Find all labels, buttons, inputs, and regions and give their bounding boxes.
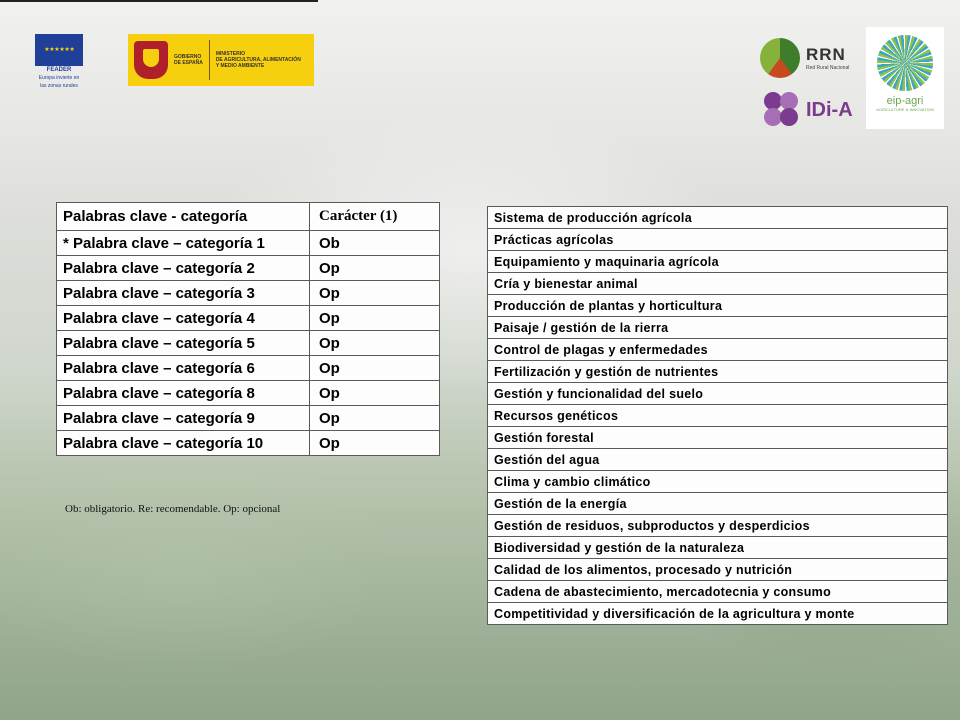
rrn-name: RRN (806, 45, 846, 64)
header-caracter: Carácter (1) (310, 203, 440, 231)
table-row (57, 231, 440, 256)
table-row (57, 381, 440, 406)
table-row (488, 207, 948, 229)
category-cell: Competitividad y diversificación de la agricultura y monte (488, 603, 948, 625)
categories-list-table (487, 206, 948, 625)
category-cell: Control de plagas y enfermedades (488, 339, 948, 361)
table-row (488, 317, 948, 339)
keyword-category-cell: Palabra clave – categoría 9 (57, 406, 310, 431)
eu-feader-logo (33, 34, 85, 89)
table-row (57, 356, 440, 381)
idia-name: IDi-A (806, 98, 853, 121)
caracter-cell: Op (310, 281, 440, 306)
ministry-line1: MINISTERIO (215, 51, 245, 57)
caracter-cell: Op (310, 431, 440, 456)
ministry-line3: Y MEDIO AMBIENTE (215, 63, 265, 69)
caracter-cell: Op (310, 306, 440, 331)
category-cell: Paisaje / gestión de la rierra (488, 317, 948, 339)
table-row (488, 361, 948, 383)
gobierno-line2: DE ESPAÑA (174, 60, 203, 66)
caracter-cell: Op (310, 331, 440, 356)
keyword-category-cell: Palabra clave – categoría 2 (57, 256, 310, 281)
table-row (57, 281, 440, 306)
category-cell: Clima y cambio climático (488, 471, 948, 493)
table-row (57, 306, 440, 331)
table-row (488, 295, 948, 317)
table-row (488, 515, 948, 537)
coat-of-arms-icon (134, 41, 168, 79)
rrn-emblem-icon (760, 38, 800, 78)
category-cell: Cría y bienestar animal (488, 273, 948, 295)
category-cell: Gestión del agua (488, 449, 948, 471)
eu-tagline-2: las zonas rurales (40, 83, 78, 89)
category-cell: Calidad de los alimentos, procesado y nutrición (488, 559, 948, 581)
eip-agri-logo (866, 27, 944, 129)
table-row (57, 331, 440, 356)
logo-divider (209, 40, 210, 80)
table-row (488, 273, 948, 295)
caracter-cell: Ob (310, 231, 440, 256)
category-cell: Gestión de la energía (488, 493, 948, 515)
table-header-row (57, 203, 440, 231)
category-cell: Fertilización y gestión de nutrientes (488, 361, 948, 383)
table-row (488, 581, 948, 603)
keyword-category-cell: Palabra clave – categoría 4 (57, 306, 310, 331)
table-row (488, 449, 948, 471)
idia-logo (762, 90, 862, 130)
table-row (57, 406, 440, 431)
table-row (488, 537, 948, 559)
category-cell: Gestión de residuos, subproductos y desperdicios (488, 515, 948, 537)
caracter-cell: Op (310, 406, 440, 431)
keyword-category-cell: * Palabra clave – categoría 1 (57, 231, 310, 256)
category-cell: Equipamiento y maquinaria agrícola (488, 251, 948, 273)
eip-subtitle: AGRICULTURE & INNOVATION (876, 107, 934, 112)
idia-clover-icon (762, 90, 802, 130)
table-row (488, 427, 948, 449)
category-cell: Gestión forestal (488, 427, 948, 449)
rrn-logo (760, 36, 864, 80)
eip-burst-icon (877, 35, 933, 91)
table-row (488, 559, 948, 581)
category-cell: Biodiversidad y gestión de la naturaleza (488, 537, 948, 559)
keyword-category-cell: Palabra clave – categoría 10 (57, 431, 310, 456)
eu-tagline-1: Europa invierte en (38, 75, 80, 81)
table-row (488, 493, 948, 515)
eip-name: eip-agri (886, 95, 924, 107)
keyword-category-cell: Palabra clave – categoría 5 (57, 331, 310, 356)
table-row (488, 405, 948, 427)
category-cell: Cadena de abastecimiento, mercadotecnia y consumo (488, 581, 948, 603)
table-row (488, 339, 948, 361)
category-cell: Sistema de producción agrícola (488, 207, 948, 229)
table-row (488, 471, 948, 493)
table-row (57, 431, 440, 456)
caracter-cell: Op (310, 256, 440, 281)
ministry-line2: DE AGRICULTURA, ALIMENTACIÓN (215, 57, 301, 63)
caracter-cell: Op (310, 356, 440, 381)
keyword-category-cell: Palabra clave – categoría 6 (57, 356, 310, 381)
table-row (488, 383, 948, 405)
table-row (488, 603, 948, 625)
category-cell: Producción de plantas y horticultura (488, 295, 948, 317)
keywords-category-table (56, 202, 440, 456)
eu-flag-icon: ★ ★ ★ ★ ★ ★ (35, 34, 83, 66)
table-row (57, 256, 440, 281)
caracter-cell: Op (310, 381, 440, 406)
header-keywords: Palabras clave - categoría (57, 203, 310, 231)
top-rule (0, 0, 318, 2)
keyword-category-cell: Palabra clave – categoría 3 (57, 281, 310, 306)
feader-label: FEADER (46, 67, 72, 73)
gobierno-espana-logo (128, 34, 314, 86)
table-row (488, 229, 948, 251)
gobierno-line1: GOBIERNO (174, 54, 202, 60)
table-row (488, 251, 948, 273)
category-cell: Prácticas agrícolas (488, 229, 948, 251)
rrn-subtitle: Red Rural Nacional (806, 65, 850, 71)
keyword-category-cell: Palabra clave – categoría 8 (57, 381, 310, 406)
legend-note: Ob: obligatorio. Re: recomendable. Op: opcional (65, 503, 281, 515)
category-cell: Recursos genéticos (488, 405, 948, 427)
category-cell: Gestión y funcionalidad del suelo (488, 383, 948, 405)
